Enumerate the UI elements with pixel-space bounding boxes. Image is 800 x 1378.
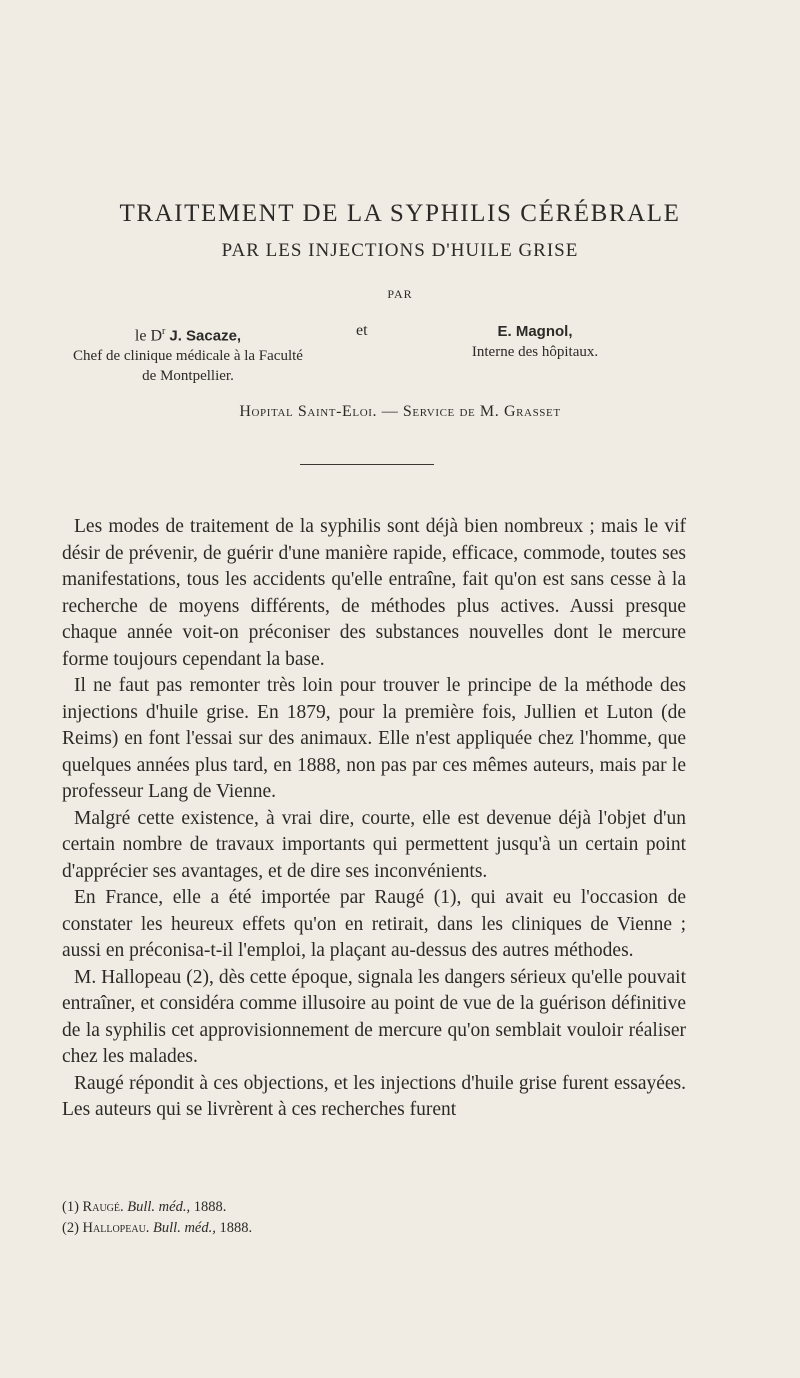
- by-label: PAR: [387, 287, 413, 301]
- footnote-year: 1888.: [193, 1199, 227, 1215]
- footnote-journal: Bull. méd.,: [127, 1199, 191, 1215]
- footnote-author: Hallopeau.: [82, 1220, 150, 1236]
- paragraph: Il ne faut pas remonter très loin pour trouver le principe de la méthode des injections d'huile grise. En 1879, pour la première fois, Jullien et Luton (de Reims) en font l'essai sur des animaux. Elle n'est appliquée chez l'homme, que quelques années plus tard, en 1888, non pas par ces mêmes auteurs, mais par le professeur Lang de Vienne.: [62, 675, 686, 802]
- footnote-year: 1888.: [219, 1220, 253, 1236]
- article-subtitle: PAR LES INJECTIONS D'HUILE GRISE: [221, 240, 579, 261]
- article-title: TRAITEMENT DE LA SYPHILIS CÉRÉBRALE: [119, 200, 681, 227]
- footnote-number: (2): [62, 1220, 79, 1236]
- body-text: [62, 514, 686, 1124]
- author-right-name: E. Magnol,: [497, 323, 573, 340]
- paragraph: M. Hallopeau (2), dès cette époque, signala les dangers sérieux qu'elle pouvait entraîner, et considéra comme illusoire au point de vue de la guérison définitive de la syphilis cet approvisionnement de mercure qu'on semblait vouloir réaliser chez les malades.: [62, 966, 686, 1067]
- author-connector: et: [356, 322, 368, 339]
- author-left-affiliation-2: de Montpellier.: [142, 368, 234, 385]
- hospital-line: Hopital Saint-Eloi. — Service de M. Grasset: [239, 403, 561, 420]
- paragraph: En France, elle a été importée par Raugé (1), qui avait eu l'occasion de constater les heureux effets qu'on en retirait, dans les cliniques de Vienne ; aussi en préconisa-t-il l'emploi, la plaçant au-dessus des autres méthodes.: [62, 887, 686, 961]
- footnote: [62, 1218, 662, 1239]
- author-right-block: [420, 322, 650, 362]
- footnote: [62, 1197, 662, 1218]
- author-left-affiliation-1: Chef de clinique médicale à la Faculté: [73, 348, 303, 365]
- separator-rule: [300, 464, 434, 465]
- author-left-block: [0, 322, 376, 386]
- footnotes: [62, 1197, 662, 1239]
- author-left-prefix-sup: r: [162, 326, 166, 337]
- author-right-affiliation-1: Interne des hôpitaux.: [471, 344, 599, 360]
- footnote-number: (1): [62, 1199, 79, 1215]
- author-left-prefix: le D: [134, 327, 163, 345]
- author-left-name: J. Sacaze,: [169, 327, 242, 345]
- paragraph: Les modes de traitement de la syphilis sont déjà bien nombreux ; mais le vif désir de prévenir, de guérir d'une manière rapide, efficace, commode, toutes ses manifestations, tous les accidents qu'elle entraîne, fait qu'on est sans cesse à la recherche de moyens différents, de méthodes plus actives. Aussi presque chaque année voit-on préconiser des substances nouvelles dont le mercure forme toujours cependant la base.: [62, 516, 686, 670]
- footnote-author: Raugé.: [82, 1199, 124, 1215]
- paragraph: Raugé répondit à ces objections, et les injections d'huile grise furent essayées. Les auteurs qui se livrèrent à ces recherches furent: [62, 1072, 686, 1120]
- paragraph: Malgré cette existence, à vrai dire, courte, elle est devenue déjà l'objet d'un certain nombre de travaux importants qui permettent jusqu'à un certain point d'apprécier ses avantages, et de dire ses inconvénients.: [62, 807, 686, 882]
- footnote-journal: Bull. méd.,: [153, 1220, 216, 1236]
